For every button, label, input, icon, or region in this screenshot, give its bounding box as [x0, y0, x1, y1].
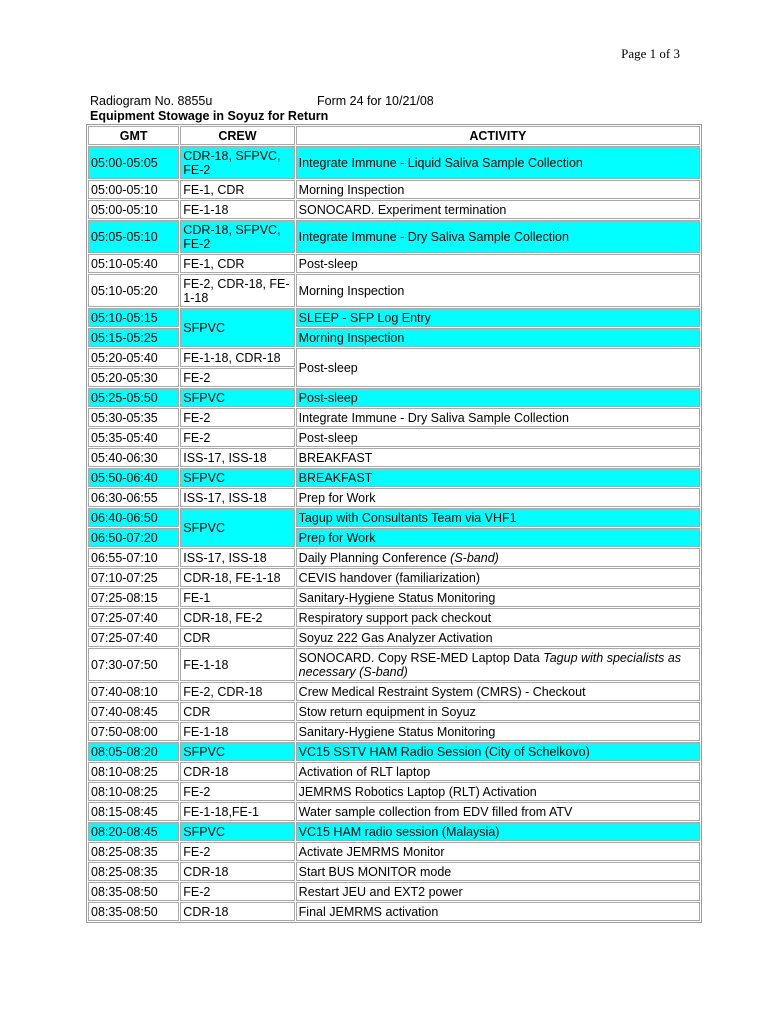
table-row [88, 862, 700, 881]
activity-cell: Prep for Work [296, 488, 700, 507]
crew-cell: CDR-18, SFPVC, FE-2 [180, 146, 294, 179]
crew-cell: CDR-18, FE-2 [180, 608, 294, 627]
table-row [88, 842, 700, 861]
gmt-cell: 05:25-05:50 [88, 388, 179, 407]
activity-cell: JEMRMS Robotics Laptop (RLT) Activation [296, 782, 700, 801]
table-row [88, 722, 700, 741]
schedule-table [86, 124, 702, 923]
gmt-cell: 05:00-05:10 [88, 180, 179, 199]
gmt-cell: 06:30-06:55 [88, 488, 179, 507]
activity-column-header: ACTIVITY [296, 126, 700, 145]
activity-note: (S-band) [450, 550, 499, 565]
table-header-row [88, 126, 700, 145]
activity-cell: CEVIS handover (familiarization) [296, 568, 700, 587]
activity-cell: Tagup with Consultants Team via VHF1 [296, 508, 700, 527]
radiogram-number: Radiogram No. 8855u [90, 94, 213, 108]
activity-cell: Respiratory support pack checkout [296, 608, 700, 627]
crew-cell: FE-2 [180, 842, 294, 861]
activity-text: SONOCARD. Copy RSE-MED Laptop Data [298, 650, 540, 665]
activity-cell: Morning Inspection [296, 328, 700, 347]
crew-cell: FE-2 [180, 882, 294, 901]
gmt-cell: 07:25-07:40 [88, 628, 179, 647]
table-row [88, 508, 700, 527]
gmt-cell: 08:20-08:45 [88, 822, 179, 841]
gmt-cell: 08:25-08:35 [88, 862, 179, 881]
crew-cell: ISS-17, ISS-18 [180, 488, 294, 507]
crew-cell: FE-2 [180, 408, 294, 427]
gmt-cell: 05:00-05:10 [88, 200, 179, 219]
activity-cell: Morning Inspection [296, 274, 700, 307]
activity-cell: Integrate Immune - Dry Saliva Sample Collection [296, 408, 700, 427]
crew-cell: CDR-18 [180, 862, 294, 881]
crew-cell: SFPVC [180, 822, 294, 841]
table-row [88, 468, 700, 487]
crew-cell: FE-1, CDR [180, 254, 294, 273]
table-row [88, 488, 700, 507]
activity-cell: Prep for Work [296, 528, 700, 547]
table-row [88, 568, 700, 587]
document-header [90, 94, 434, 108]
crew-cell: FE-1-18 [180, 648, 294, 681]
activity-cell: Post-sleep [296, 348, 700, 387]
table-row [88, 180, 700, 199]
crew-column-header: CREW [180, 126, 294, 145]
activity-cell: Final JEMRMS activation [296, 902, 700, 921]
gmt-cell: 05:35-05:40 [88, 428, 179, 447]
gmt-cell: 08:25-08:35 [88, 842, 179, 861]
crew-cell: CDR [180, 628, 294, 647]
crew-cell: SFPVC [180, 742, 294, 761]
crew-cell: FE-1-18 [180, 200, 294, 219]
page-number: Page 1 of 3 [621, 46, 680, 61]
table-row [88, 702, 700, 721]
gmt-column-header: GMT [88, 126, 179, 145]
gmt-cell: 08:10-08:25 [88, 782, 179, 801]
activity-cell: BREAKFAST [296, 468, 700, 487]
activity-cell: Stow return equipment in Soyuz [296, 702, 700, 721]
gmt-cell: 07:30-07:50 [88, 648, 179, 681]
table-row [88, 448, 700, 467]
gmt-cell: 05:20-05:40 [88, 348, 179, 367]
crew-cell: ISS-17, ISS-18 [180, 548, 294, 567]
crew-cell: FE-2 [180, 368, 294, 387]
activity-cell: Activation of RLT laptop [296, 762, 700, 781]
table-row [88, 548, 700, 567]
gmt-cell: 08:10-08:25 [88, 762, 179, 781]
gmt-cell: 07:25-08:15 [88, 588, 179, 607]
activity-cell: VC15 SSTV HAM Radio Session (City of Schelkovo) [296, 742, 700, 761]
gmt-cell: 05:10-05:40 [88, 254, 179, 273]
table-row [88, 882, 700, 901]
gmt-cell: 05:20-05:30 [88, 368, 179, 387]
crew-cell: FE-1-18, CDR-18 [180, 348, 294, 367]
activity-cell: SONOCARD. Experiment termination [296, 200, 700, 219]
gmt-cell: 05:15-05:25 [88, 328, 179, 347]
activity-cell: Soyuz 222 Gas Analyzer Activation [296, 628, 700, 647]
activity-cell: Morning Inspection [296, 180, 700, 199]
table-row [88, 348, 700, 367]
activity-cell: Start BUS MONITOR mode [296, 862, 700, 881]
activity-cell: Crew Medical Restraint System (CMRS) - Checkout [296, 682, 700, 701]
crew-cell: FE-2 [180, 428, 294, 447]
crew-cell: SFPVC [180, 468, 294, 487]
activity-cell: Sanitary-Hygiene Status Monitoring [296, 588, 700, 607]
activity-cell [296, 548, 700, 567]
activity-cell: Water sample collection from EDV filled from ATV [296, 802, 700, 821]
table-row [88, 902, 700, 921]
gmt-cell: 06:55-07:10 [88, 548, 179, 567]
table-row [88, 254, 700, 273]
activity-cell: Post-sleep [296, 388, 700, 407]
gmt-cell: 08:35-08:50 [88, 882, 179, 901]
crew-cell: FE-1 [180, 588, 294, 607]
table-row [88, 782, 700, 801]
activity-cell: Post-sleep [296, 254, 700, 273]
crew-cell: FE-1-18 [180, 722, 294, 741]
activity-cell: Post-sleep [296, 428, 700, 447]
table-row [88, 802, 700, 821]
crew-cell: CDR-18, FE-1-18 [180, 568, 294, 587]
crew-cell: CDR [180, 702, 294, 721]
table-row [88, 822, 700, 841]
activity-note: Tagup with specialists as necessary (S-band) [298, 650, 682, 679]
crew-cell: FE-2 [180, 782, 294, 801]
crew-cell: FE-1, CDR [180, 180, 294, 199]
gmt-cell: 05:10-05:15 [88, 308, 179, 327]
table-row [88, 220, 700, 253]
table-row [88, 628, 700, 647]
activity-cell [296, 648, 700, 681]
crew-cell: CDR-18 [180, 902, 294, 921]
table-row [88, 146, 700, 179]
table-row [88, 428, 700, 447]
gmt-cell: 07:10-07:25 [88, 568, 179, 587]
crew-cell: SFPVC [180, 308, 294, 347]
gmt-cell: 07:25-07:40 [88, 608, 179, 627]
form-number: Form 24 for 10/21/08 [317, 94, 434, 108]
gmt-cell: 05:10-05:20 [88, 274, 179, 307]
table-row [88, 762, 700, 781]
table-row [88, 274, 700, 307]
gmt-cell: 05:00-05:05 [88, 146, 179, 179]
gmt-cell: 08:05-08:20 [88, 742, 179, 761]
gmt-cell: 08:35-08:50 [88, 902, 179, 921]
gmt-cell: 07:40-08:45 [88, 702, 179, 721]
table-row [88, 588, 700, 607]
activity-cell: Sanitary-Hygiene Status Monitoring [296, 722, 700, 741]
table-row [88, 682, 700, 701]
activity-cell: SLEEP - SFP Log Entry [296, 308, 700, 327]
table-row [88, 308, 700, 327]
gmt-cell: 08:15-08:45 [88, 802, 179, 821]
crew-cell: CDR-18 [180, 762, 294, 781]
gmt-cell: 07:50-08:00 [88, 722, 179, 741]
gmt-cell: 05:30-05:35 [88, 408, 179, 427]
activity-cell: VC15 HAM radio session (Malaysia) [296, 822, 700, 841]
table-row [88, 388, 700, 407]
activity-text: Daily Planning Conference [298, 550, 447, 565]
activity-cell: Activate JEMRMS Monitor [296, 842, 700, 861]
crew-cell: SFPVC [180, 508, 294, 547]
activity-cell: BREAKFAST [296, 448, 700, 467]
crew-cell: SFPVC [180, 388, 294, 407]
table-row [88, 648, 700, 681]
gmt-cell: 07:40-08:10 [88, 682, 179, 701]
gmt-cell: 05:40-06:30 [88, 448, 179, 467]
crew-cell: CDR-18, SFPVC, FE-2 [180, 220, 294, 253]
activity-cell: Integrate Immune - Liquid Saliva Sample Collection [296, 146, 700, 179]
document-title: Equipment Stowage in Soyuz for Return [90, 109, 329, 123]
table-row [88, 200, 700, 219]
table-row [88, 408, 700, 427]
activity-cell: Integrate Immune - Dry Saliva Sample Collection [296, 220, 700, 253]
gmt-cell: 05:05-05:10 [88, 220, 179, 253]
table-row [88, 742, 700, 761]
crew-cell: FE-2, CDR-18, FE-1-18 [180, 274, 294, 307]
crew-cell: FE-1-18,FE-1 [180, 802, 294, 821]
gmt-cell: 06:50-07:20 [88, 528, 179, 547]
table-row [88, 608, 700, 627]
gmt-cell: 05:50-06:40 [88, 468, 179, 487]
crew-cell: ISS-17, ISS-18 [180, 448, 294, 467]
activity-cell: Restart JEU and EXT2 power [296, 882, 700, 901]
gmt-cell: 06:40-06:50 [88, 508, 179, 527]
crew-cell: FE-2, CDR-18 [180, 682, 294, 701]
